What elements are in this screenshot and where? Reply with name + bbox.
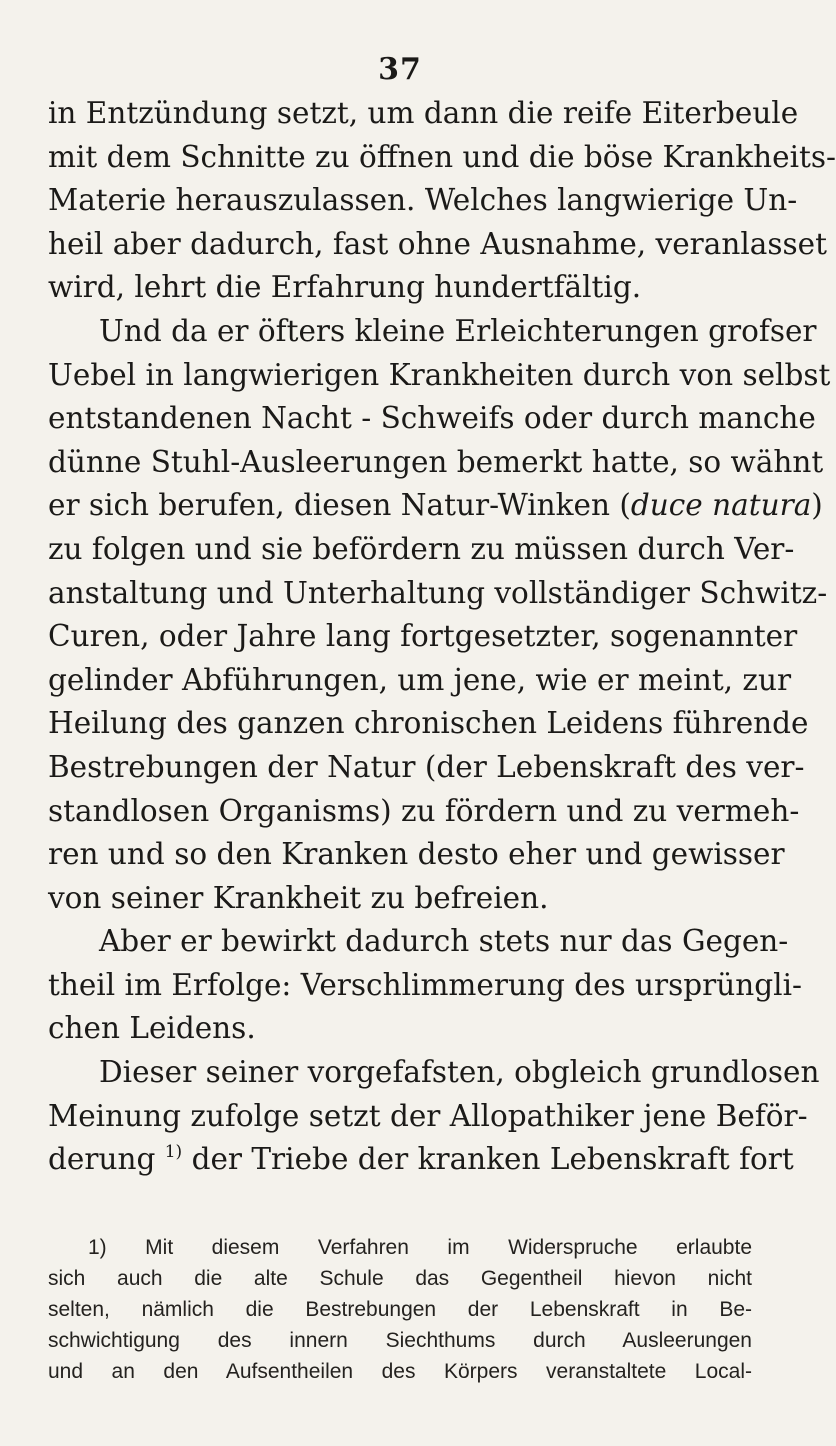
text-line: ren und so den Kranken desto eher und gewisser	[48, 837, 785, 872]
footnote-line: schwichtigung des innern Siechthums durch Ausleerungen	[48, 1329, 752, 1352]
text-line: Materie herauszulassen. Welches langwierige Un-	[48, 183, 798, 218]
text-segment: )	[811, 488, 823, 523]
text-line: in Entzündung setzt, um dann die reife Eiterbeule	[48, 96, 799, 130]
text-segment: der Triebe der kranken Lebenskraft fort	[191, 1142, 794, 1177]
text-segment: er sich berufen, diesen Natur-Winken (	[48, 488, 631, 523]
footnote-line: sich auch die alte Schule das Gegentheil hievon nicht	[48, 1267, 752, 1290]
text-line	[48, 1138, 794, 1182]
text-line: standlosen Organisms) zu fördern und zu vermeh-	[48, 793, 800, 828]
text-line: Uebel in langwierigen Krankheiten durch von selbst	[48, 357, 831, 392]
text-line: dünne Stuhl-Ausleerungen bemerkt hatte, so wähnt	[48, 444, 824, 479]
text-line: Heilung des ganzen chronischen Leidens führende	[48, 706, 809, 741]
text-line: wird, lehrt die Erfahrung hundertfältig.	[48, 270, 642, 305]
text-line: Bestrebungen der Natur (der Lebenskraft des ver-	[48, 749, 805, 784]
text-line: chen Leidens.	[48, 1011, 256, 1046]
text-line: Curen, oder Jahre lang fortgesetzter, sogenannter	[48, 619, 798, 654]
text-line	[48, 484, 823, 528]
text-line: gelinder Abführungen, um jene, wie er meint, zur	[48, 662, 792, 697]
text-line: Meinung zufolge setzt der Allopathiker jene Beför-	[48, 1098, 808, 1133]
text-line: entstandenen Nacht - Schweifs oder durch manche	[48, 401, 816, 436]
footnote-line: 1) Mit diesem Verfahren im Widerspruche erlaubte	[88, 1236, 752, 1259]
text-line: anstaltung und Unterhaltung vollständiger Schwitz-	[48, 575, 828, 610]
text-line: heil aber dadurch, fast ohne Ausnahme, veranlasset	[48, 226, 827, 261]
text-line: mit dem Schnitte zu öffnen und die böse Krankheits-	[48, 139, 836, 174]
footnote	[48, 1232, 752, 1387]
footnote-line: selten, nämlich die Bestrebungen der Lebenskraft in Be-	[48, 1298, 752, 1321]
footnote-reference: 1)	[164, 1142, 183, 1163]
text-line: Aber er bewirkt dadurch stets nur das Gegen-	[99, 924, 789, 959]
page-number: 37	[378, 52, 422, 87]
text-line: zu folgen und sie befördern zu müssen durch Ver-	[48, 531, 795, 566]
latin-phrase: duce natura	[630, 488, 812, 523]
text-line: von seiner Krankheit zu befreien.	[48, 880, 549, 915]
footnote-line: und an den Aufsentheilen des Körpers veranstaltete Local-	[48, 1360, 752, 1383]
text-line: Und da er öfters kleine Erleichterungen grofser	[99, 313, 817, 348]
text-line: theil im Erfolge: Verschlimmerung des ursprüngli-	[48, 967, 803, 1002]
text-segment: derung	[48, 1142, 156, 1177]
text-line: Dieser seiner vorgefafsten, obgleich grundlosen	[99, 1055, 820, 1090]
main-text	[48, 92, 836, 1182]
